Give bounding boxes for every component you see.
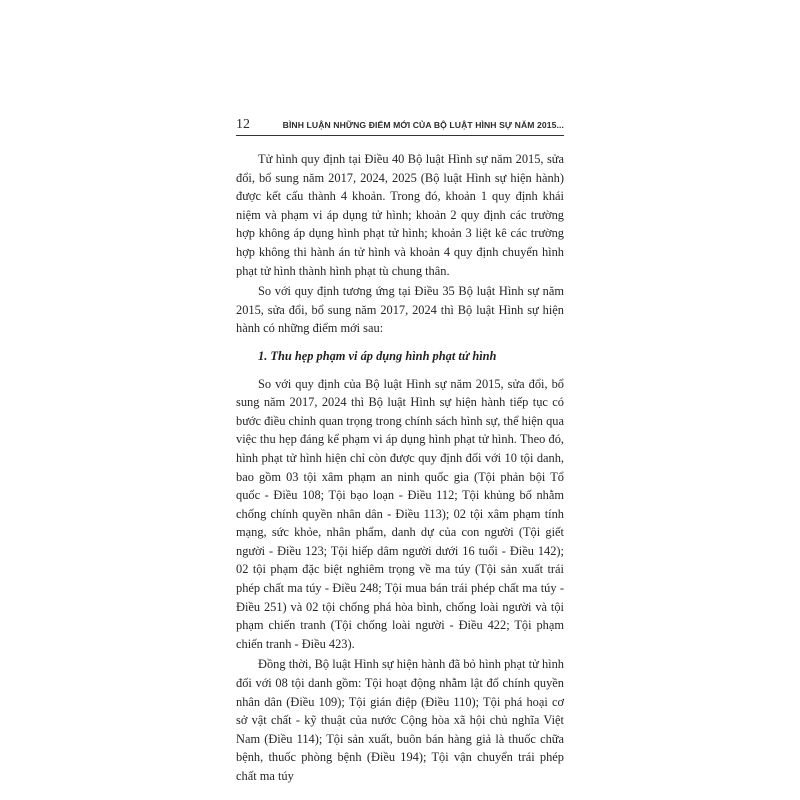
running-title: BÌNH LUẬN NHỮNG ĐIỂM MỚI CỦA BỘ LUẬT HÌNH SỰ NĂM 2015... (282, 120, 564, 130)
page-number: 12 (236, 117, 250, 132)
header-divider (236, 135, 564, 136)
page-body (236, 150, 564, 786)
paragraph-scope-narrowing: So với quy định của Bộ luật Hình sự năm 2015, sửa đổi, bổ sung năm 2017, 2024 thì Bộ luật Hình sự hiện hành tiếp tục có bước điều chỉnh quan trọng trong chính sách hình sự, thể hiện qua việc thu hẹp đáng kể phạm vi áp dụng hình phạt tử hình. Theo đó, hình phạt tử hình hiện chỉ còn được quy định đối với 10 tội danh, bao gồm 03 tội xâm phạm an ninh quốc gia (Tội phản bội Tổ quốc - Điều 108; Tội bạo loạn - Điều 112; Tội khủng bố nhằm chống chính quyền nhân dân - Điều 113); 02 tội xâm phạm tính mạng, sức khỏe, nhân phẩm, danh dự của con người (Tội giết người - Điều 123; Tội hiếp dâm người dưới 16 tuổi - Điều 142); 02 tội phạm đặc biệt nghiêm trọng về ma túy (Tội sản xuất trái phép chất ma túy - Điều 248; Tội mua bán trái phép chất ma túy - Điều 251) và 02 tội chống phá hòa bình, chống loài người và tội phạm chiến tranh (Tội chống loài người - Điều 422; Tội phạm chiến tranh - Điều 423). (236, 376, 564, 651)
paragraph-death-penalty-structure: Tử hình quy định tại Điều 40 Bộ luật Hình sự năm 2015, sửa đổi, bổ sung năm 2017, 2024, 2025 (Bộ luật Hình sự hiện hành) được kết cấu thành 4 khoản. Trong đó, khoản 1 quy định khái niệm và phạm vi áp dụng tử hình; khoản 2 quy định các trường hợp không áp dụng hình phạt tử hình; khoản 3 liệt kê các trường hợp không thi hành án tử hình và khoản 4 quy định chuyển hình phạt tử hình thành hình phạt tù chung thân. (236, 152, 564, 278)
paragraph-new-points-intro: So với quy định tương ứng tại Điều 35 Bộ luật Hình sự năm 2015, sửa đổi, bổ sung năm 2017, 2024 thì Bộ luật Hình sự hiện hành có những điểm mới sau: (236, 284, 564, 336)
section-heading: 1. Thu hẹp phạm vi áp dụng hình phạt tử hình (258, 348, 497, 363)
page-header (236, 116, 564, 138)
paragraph-abolished-crimes: Đồng thời, Bộ luật Hình sự hiện hành đã bỏ hình phạt tử hình đối với 08 tội danh gồm: Tội hoạt động nhằm lật đổ chính quyền nhân dân (Điều 109); Tội gián điệp (Điều 110); Tội phá hoại cơ sở vật chất - kỹ thuật của nước Cộng hòa xã hội chủ nghĩa Việt Nam (Điều 114); Tội sản xuất, buôn bán hàng giả là thuốc chữa bệnh, thuốc phòng bệnh (Điều 194); Tội vận chuyển trái phép chất ma túy (236, 657, 564, 783)
